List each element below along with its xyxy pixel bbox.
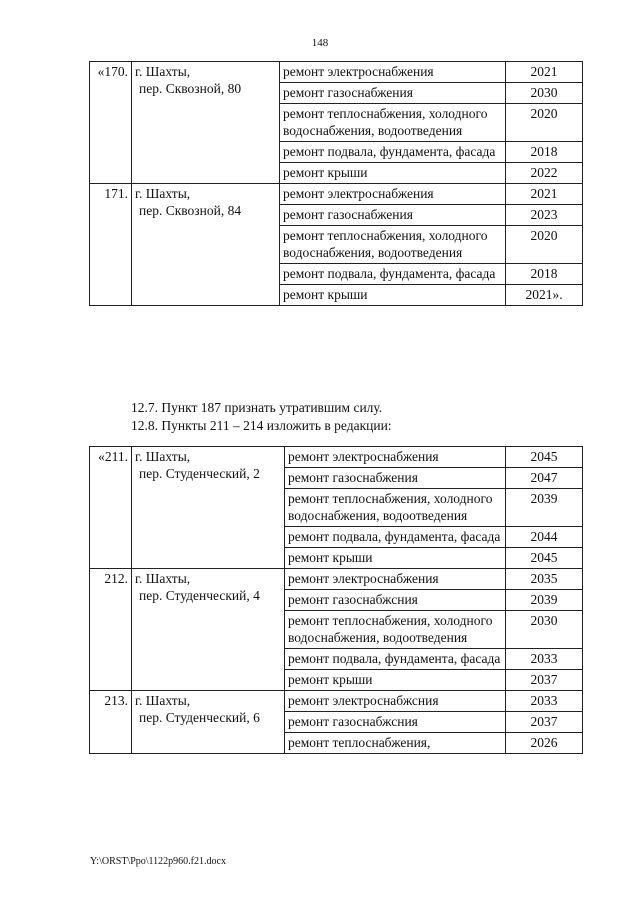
item-number: 212. bbox=[90, 569, 132, 691]
work-type: ремонт теплоснабжения, холодного водоснабжения, водоотведения bbox=[280, 226, 506, 264]
planned-year: 2021 bbox=[506, 62, 583, 83]
work-type: ремонт теплоснабжения, холодного водоснабжения, водоотведения bbox=[285, 611, 506, 649]
address-cell bbox=[132, 62, 280, 184]
planned-year: 2045 bbox=[506, 548, 583, 569]
work-type: ремонт теплоснабжения, холодного водоснабжения, водоотведения bbox=[280, 104, 506, 142]
address-street: пер. Студенческий, 6 bbox=[139, 710, 260, 725]
work-type: ремонт крыши bbox=[280, 285, 506, 306]
address-cell bbox=[132, 691, 285, 754]
address-city: г. Шахты, bbox=[135, 693, 191, 708]
address-city: г. Шахты, bbox=[135, 571, 191, 586]
page-number: 148 bbox=[311, 37, 329, 49]
planned-year: 2022 bbox=[506, 163, 583, 184]
work-type: ремонт газоснабжсния bbox=[285, 712, 506, 733]
work-type: ремонт теплоснабжения, холодного водоснабжения, водоотведения bbox=[285, 489, 506, 527]
planned-year: 2030 bbox=[506, 611, 583, 649]
planned-year: 2020 bbox=[506, 104, 583, 142]
work-type: ремонт подвала, фундамента, фасада bbox=[285, 527, 506, 548]
planned-year: 2021 bbox=[506, 184, 583, 205]
planned-year: 2033 bbox=[506, 691, 583, 712]
paragraph-12-7: 12.7. Пункт 187 признать утратившим силу. bbox=[131, 400, 383, 415]
planned-year: 2037 bbox=[506, 670, 583, 691]
work-type: ремонт теплоснабжения, bbox=[285, 733, 506, 754]
item-number: «211. bbox=[90, 447, 132, 569]
item-number: 213. bbox=[90, 691, 132, 754]
address-street: пер. Студенческий, 4 bbox=[139, 588, 260, 603]
repair-schedule-table-2 bbox=[89, 446, 583, 754]
work-type: ремонт газоснабжения bbox=[280, 83, 506, 104]
address-cell bbox=[132, 447, 285, 569]
address-street: пер. Сквозной, 80 bbox=[139, 81, 242, 96]
address-cell bbox=[132, 569, 285, 691]
work-type: ремонт электроснабжсния bbox=[285, 691, 506, 712]
planned-year: 2018 bbox=[506, 142, 583, 163]
work-type: ремонт подвала, фундамента, фасада bbox=[280, 142, 506, 163]
planned-year: 2023 bbox=[506, 205, 583, 226]
table-row bbox=[90, 447, 583, 468]
work-type: ремонт подвала, фундамента, фасада bbox=[285, 649, 506, 670]
work-type: ремонт газоснабжения bbox=[285, 468, 506, 489]
address-city: г. Шахты, bbox=[135, 64, 191, 79]
address-city: г. Шахты, bbox=[135, 449, 191, 464]
planned-year: 2039 bbox=[506, 590, 583, 611]
work-type: ремонт электроснабжения bbox=[280, 62, 506, 83]
planned-year: 2020 bbox=[506, 226, 583, 264]
address-street: пер. Студенческий, 2 bbox=[139, 466, 260, 481]
work-type: ремонт крыши bbox=[280, 163, 506, 184]
item-number: 171. bbox=[90, 184, 132, 306]
work-type: ремонт газоснабжения bbox=[280, 205, 506, 226]
planned-year: 2039 bbox=[506, 489, 583, 527]
work-type: ремонт крыши bbox=[285, 548, 506, 569]
work-type: ремонт газоснабжсния bbox=[285, 590, 506, 611]
file-path-footer: Y:\ORST\Ppo\1122p960.f21.docx bbox=[90, 856, 226, 867]
planned-year: 2018 bbox=[506, 264, 583, 285]
work-type: ремонт крыши bbox=[285, 670, 506, 691]
work-type: ремонт электроснабжения bbox=[280, 184, 506, 205]
planned-year: 2047 bbox=[506, 468, 583, 489]
table-row bbox=[90, 691, 583, 712]
address-street: пер. Сквозной, 84 bbox=[139, 203, 242, 218]
work-type: ремонт подвала, фундамента, фасада bbox=[280, 264, 506, 285]
planned-year: 2037 bbox=[506, 712, 583, 733]
work-type: ремонт электроснабжения bbox=[285, 569, 506, 590]
planned-year: 2044 bbox=[506, 527, 583, 548]
address-cell bbox=[132, 184, 280, 306]
work-type: ремонт электроснабжения bbox=[285, 447, 506, 468]
planned-year: 2030 bbox=[506, 83, 583, 104]
table-row bbox=[90, 569, 583, 590]
table-row bbox=[90, 62, 583, 83]
planned-year: 2035 bbox=[506, 569, 583, 590]
item-number: «170. bbox=[90, 62, 132, 184]
address-city: г. Шахты, bbox=[135, 186, 191, 201]
repair-schedule-table-1 bbox=[89, 61, 583, 306]
planned-year: 2021». bbox=[506, 285, 583, 306]
paragraph-12-8: 12.8. Пункты 211 – 214 изложить в редакции: bbox=[131, 418, 392, 433]
planned-year: 2026 bbox=[506, 733, 583, 754]
planned-year: 2033 bbox=[506, 649, 583, 670]
planned-year: 2045 bbox=[506, 447, 583, 468]
table-row bbox=[90, 184, 583, 205]
